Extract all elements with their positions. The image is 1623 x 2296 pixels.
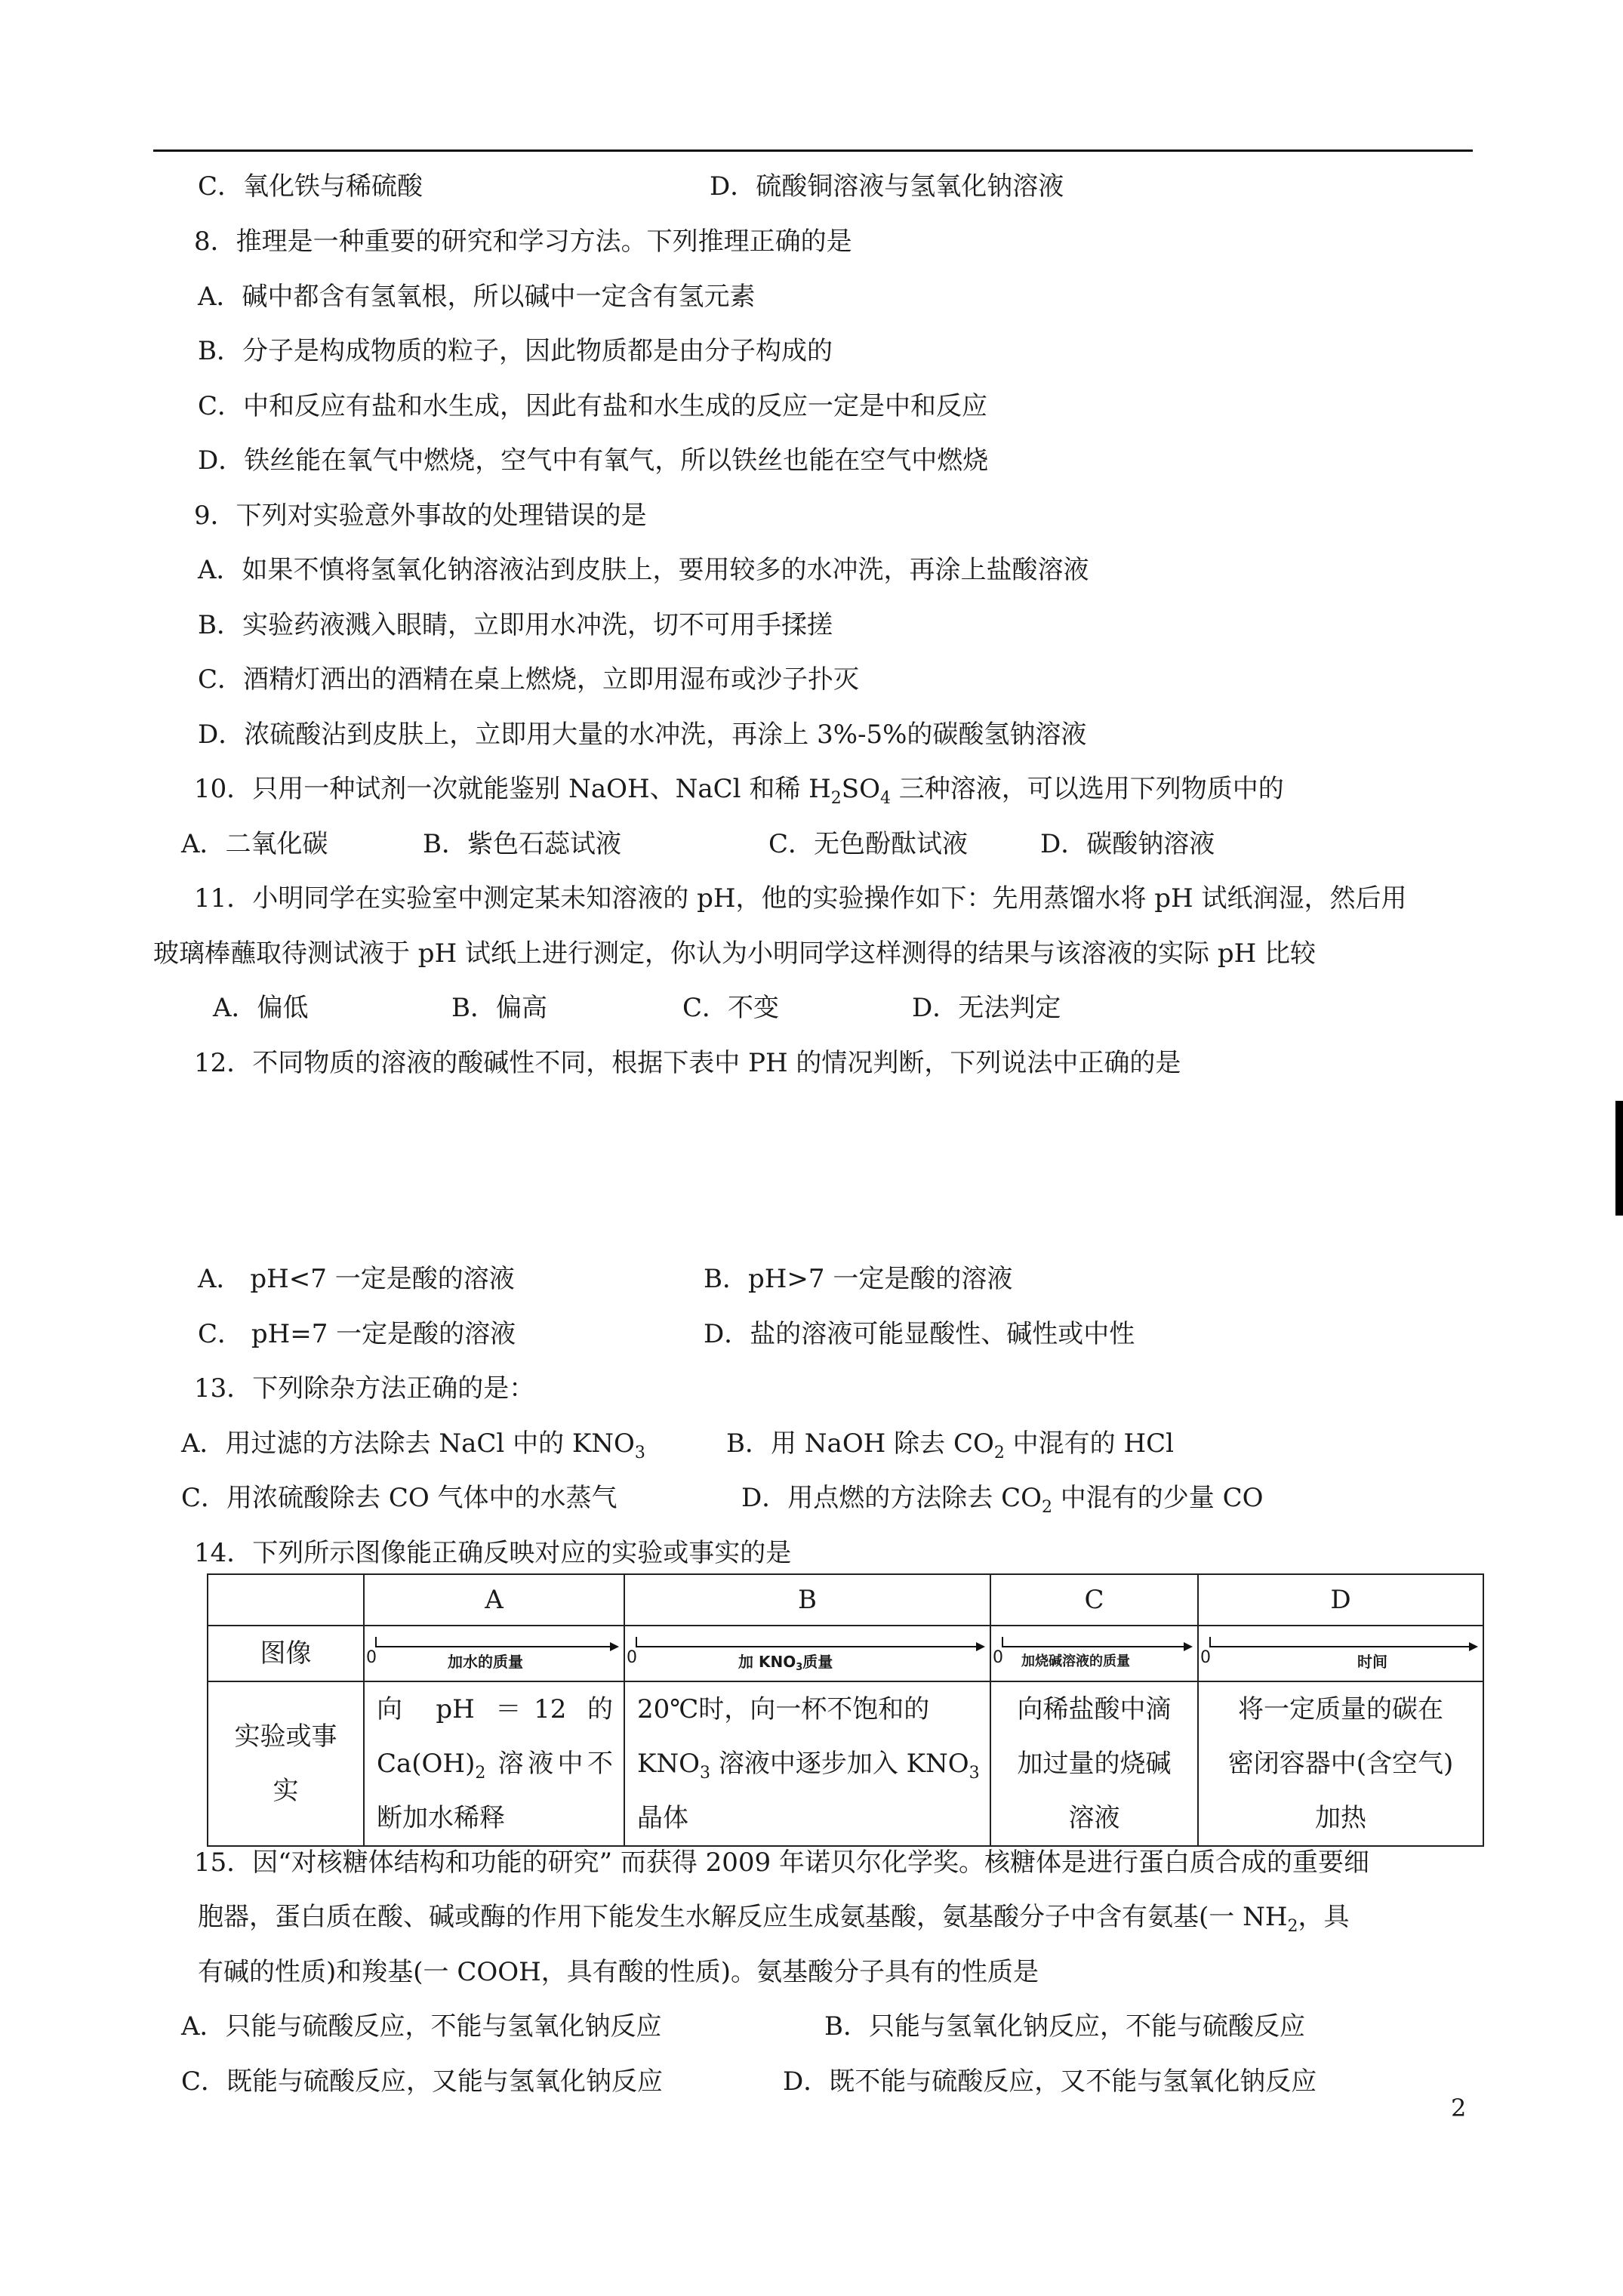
q10-option-d: D．碳酸钠溶液 <box>1040 829 1215 859</box>
q15-option-d: D．既不能与硫酸反应，又不能与氢氧化钠反应 <box>783 2066 1317 2097</box>
q10-option-c: C．无色酚酞试液 <box>768 829 969 859</box>
q9-option-c: C．酒精灯洒出的酒精在桌上燃烧，立即用湿布或沙子扑灭 <box>198 664 860 695</box>
q13-option-d: D．用点燃的方法除去 $CO_2$ 中混有的少量 CO <box>741 1483 1264 1517</box>
experiment-d: 将一定质量的碳在 密闭容器中(含空气) 加热 <box>1198 1681 1483 1846</box>
q8-stem: 8．推理是一种重要的研究和学习方法。下列推理正确的是 <box>194 227 852 257</box>
col-header-a: A <box>364 1574 624 1626</box>
q11-option-c: C．不变 <box>682 993 780 1023</box>
q12-option-a: A． pH<7 一定是酸的溶液 <box>198 1264 515 1294</box>
q11-stem-line1: 11．小明同学在实验室中测定某未知溶液的 pH，他的实验操作如下：先用蒸馏水将 pH 试纸润湿，然后用 <box>194 883 1407 914</box>
q8-option-a: A．碱中都含有氢氧根，所以碱中一定含有氢元素 <box>198 282 756 312</box>
q15-option-c: C．既能与硫酸反应，又能与氢氧化钠反应 <box>181 2066 664 2097</box>
q15-option-a: A．只能与硫酸反应，不能与氢氧化钠反应 <box>181 2011 662 2042</box>
experiment-b: 20℃时，向一杯不饱和的 $KNO_3$ 溶液中逐步加入 $KNO_3$ 晶体 <box>624 1681 990 1846</box>
col-header-b: B <box>624 1574 990 1626</box>
q12-stem: 12．不同物质的溶液的酸碱性不同，根据下表中 PH 的情况判断，下列说法中正确的是 <box>194 1048 1181 1078</box>
page-number: 2 <box>1451 2094 1467 2122</box>
q9-option-b: B．实验药液溅入眼睛，立即用水冲洗，切不可用手揉搓 <box>198 610 833 640</box>
col-header-c: C <box>990 1574 1198 1626</box>
graph-d: 0 时间 <box>1198 1626 1483 1681</box>
q10-stem: 10．只用一种试剂一次就能鉴别 NaOH、NaCl 和稀 $H_2SO_4$ 三种溶液，可以选用下列物质中的 <box>194 774 1284 808</box>
q8-option-b: B．分子是构成物质的粒子，因此物质都是由分子构成的 <box>198 336 833 366</box>
header-rule <box>153 149 1473 152</box>
page-edge-mark <box>1615 1101 1623 1216</box>
q15-stem-line1: 15．因“对核糖体结构和功能的研究” 而获得 2009 年诺贝尔化学奖。核糖体是进行蛋白质合成的重要细 <box>194 1848 1369 1878</box>
graph-a: 0 加水的质量 <box>364 1626 624 1681</box>
q15-stem-line3: 有碱的性质)和羧基(一 COOH，具有酸的性质)。氨基酸分子具有的性质是 <box>198 1957 1039 1987</box>
q14-stem: 14．下列所示图像能正确反映对应的实验或事实的是 <box>194 1538 792 1568</box>
experiment-c: 向稀盐酸中滴 加过量的烧碱 溶液 <box>990 1681 1198 1846</box>
q10-option-b: B．紫色石蕊试液 <box>423 829 621 859</box>
q8-option-d: D．铁丝能在氧气中燃烧，空气中有氧气，所以铁丝也能在空气中燃烧 <box>198 445 989 476</box>
q13-option-c: C．用浓硫酸除去 CO 气体中的水蒸气 <box>181 1483 617 1513</box>
q12-option-c: C． pH=7 一定是酸的溶液 <box>198 1319 516 1349</box>
q10-option-a: A．二氧化碳 <box>181 829 328 859</box>
q7-option-d: D．硫酸铜溶液与氢氧化钠溶液 <box>710 171 1064 202</box>
q9-stem: 9．下列对实验意外事故的处理错误的是 <box>194 501 647 531</box>
q8-option-c: C．中和反应有盐和水生成，因此有盐和水生成的反应一定是中和反应 <box>198 391 988 421</box>
q11-option-d: D．无法判定 <box>912 993 1061 1023</box>
q9-option-d: D．浓硫酸沾到皮肤上，立即用大量的水冲洗，再涂上 3%-5%的碳酸氢钠溶液 <box>198 720 1087 750</box>
q12-option-b: B．pH>7 一定是酸的溶液 <box>704 1264 1013 1294</box>
row-label-experiment: 实验或事 实 <box>208 1681 364 1846</box>
table-corner-cell <box>208 1574 364 1626</box>
q13-stem: 13．下列除杂方法正确的是： <box>194 1373 535 1404</box>
q15-option-b: B．只能与氢氧化钠反应，不能与硫酸反应 <box>824 2011 1305 2042</box>
col-header-d: D <box>1198 1574 1483 1626</box>
q11-option-a: A．偏低 <box>213 993 309 1023</box>
experiment-a: 向 pH ＝12 的 $Ca(OH)_2$ 溶液中不 断加水稀释 <box>364 1681 624 1846</box>
graph-c: 0 加烧碱溶液的质量 <box>990 1626 1198 1681</box>
q13-option-b: B．用 NaOH 除去 $CO_2$ 中混有的 HCl <box>726 1428 1174 1462</box>
q15-stem-line2: 胞器，蛋白质在酸、碱或酶的作用下能发生水解反应生成氨基酸，氨基酸分子中含有氨基(一 $NH_2$，具 <box>198 1902 1350 1936</box>
q12-option-d: D．盐的溶液可能显酸性、碱性或中性 <box>704 1319 1135 1349</box>
q9-option-a: A．如果不慎将氢氧化钠溶液沾到皮肤上，要用较多的水冲洗，再涂上盐酸溶液 <box>198 555 1089 585</box>
row-label-image: 图像 <box>208 1626 364 1681</box>
graph-b: 0 加 $KNO_3$质量 <box>624 1626 990 1681</box>
q14-table <box>207 1573 1484 1847</box>
q13-option-a: A．用过滤的方法除去 NaCl 中的 $KNO_3$ <box>181 1428 645 1462</box>
q7-option-c: C．氧化铁与稀硫酸 <box>198 171 423 202</box>
q11-option-b: B．偏高 <box>451 993 547 1023</box>
q11-stem-line2: 玻璃棒蘸取待测试液于 pH 试纸上进行测定，你认为小明同学这样测得的结果与该溶液的实际 pH 比较 <box>153 938 1317 969</box>
